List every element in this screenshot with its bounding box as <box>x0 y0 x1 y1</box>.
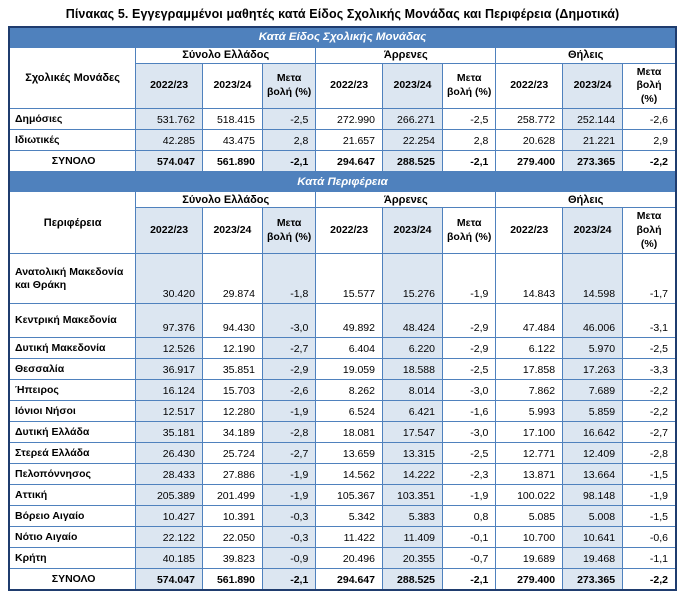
value-cell: 6.220 <box>382 338 442 359</box>
column-header: Μετα βολή (%) <box>262 63 315 109</box>
value-cell: -2,8 <box>262 422 315 443</box>
value-cell: 12.190 <box>202 338 262 359</box>
value-cell: 531.762 <box>136 109 203 130</box>
column-header: 2022/23 <box>316 63 383 109</box>
value-cell: 10.700 <box>496 527 563 548</box>
value-cell: 273.365 <box>563 151 623 172</box>
enrollment-table <box>8 26 677 591</box>
column-header: Μετα βολή (%) <box>443 63 496 109</box>
table-row <box>9 130 676 151</box>
value-cell: -3,0 <box>443 380 496 401</box>
column-header: 2023/24 <box>563 63 623 109</box>
value-cell: 35.851 <box>202 359 262 380</box>
value-cell: 201.499 <box>202 485 262 506</box>
value-cell: -1,9 <box>623 485 676 506</box>
value-cell: -0,9 <box>262 548 315 569</box>
value-cell: 35.181 <box>136 422 203 443</box>
value-cell: -2,6 <box>262 380 315 401</box>
value-cell: 15.703 <box>202 380 262 401</box>
value-cell: 98.148 <box>563 485 623 506</box>
value-cell: 15.276 <box>382 254 442 304</box>
value-cell: 19.468 <box>563 548 623 569</box>
value-cell: 8.014 <box>382 380 442 401</box>
row-label: Ανατολική Μακεδονία και Θράκη <box>9 254 136 304</box>
value-cell: 6.404 <box>316 338 383 359</box>
row-header: Σχολικές Μονάδες <box>9 47 136 109</box>
value-cell: 574.047 <box>136 151 203 172</box>
value-cell: -1,8 <box>262 254 315 304</box>
row-label: Ήπειρος <box>9 380 136 401</box>
value-cell: -3,1 <box>623 304 676 338</box>
value-cell: 42.285 <box>136 130 203 151</box>
value-cell: 97.376 <box>136 304 203 338</box>
value-cell: 13.871 <box>496 464 563 485</box>
value-cell: 8.262 <box>316 380 383 401</box>
column-header: 2023/24 <box>202 63 262 109</box>
row-label: Πελοπόννησος <box>9 464 136 485</box>
row-label: Ιόνιοι Νήσοι <box>9 401 136 422</box>
column-header: Μετα βολή (%) <box>623 63 676 109</box>
value-cell: -1,5 <box>623 506 676 527</box>
value-cell: 258.772 <box>496 109 563 130</box>
value-cell: -2,1 <box>262 569 315 590</box>
value-cell: 10.641 <box>563 527 623 548</box>
value-cell: -2,9 <box>262 359 315 380</box>
table-row <box>9 359 676 380</box>
column-header: Μετα βολή (%) <box>623 208 676 254</box>
value-cell: 16.642 <box>563 422 623 443</box>
value-cell: 294.647 <box>316 569 383 590</box>
value-cell: 21.657 <box>316 130 383 151</box>
value-cell: 17.547 <box>382 422 442 443</box>
value-cell: 266.271 <box>382 109 442 130</box>
value-cell: -1,9 <box>262 401 315 422</box>
row-label: Στερεά Ελλάδα <box>9 443 136 464</box>
table-row <box>9 548 676 569</box>
group-header: Σύνολο Ελλάδος <box>136 192 316 208</box>
value-cell: 20.628 <box>496 130 563 151</box>
value-cell: 25.724 <box>202 443 262 464</box>
value-cell: 40.185 <box>136 548 203 569</box>
table-row <box>9 338 676 359</box>
row-label: ΣΥΝΟΛΟ <box>9 569 136 590</box>
value-cell: 7.689 <box>563 380 623 401</box>
value-cell: 5.342 <box>316 506 383 527</box>
column-header: 2022/23 <box>496 208 563 254</box>
value-cell: 13.315 <box>382 443 442 464</box>
value-cell: -2,5 <box>623 338 676 359</box>
value-cell: 47.484 <box>496 304 563 338</box>
value-cell: -2,1 <box>443 151 496 172</box>
value-cell: 14.843 <box>496 254 563 304</box>
value-cell: 36.917 <box>136 359 203 380</box>
value-cell: -3,3 <box>623 359 676 380</box>
column-header: Μετα βολή (%) <box>262 208 315 254</box>
row-label: Δυτική Μακεδονία <box>9 338 136 359</box>
value-cell: 22.050 <box>202 527 262 548</box>
value-cell: 6.122 <box>496 338 563 359</box>
value-cell: 272.990 <box>316 109 383 130</box>
value-cell: -2,2 <box>623 569 676 590</box>
value-cell: -2,2 <box>623 380 676 401</box>
section-school-type <box>9 27 676 172</box>
value-cell: 19.059 <box>316 359 383 380</box>
value-cell: 15.577 <box>316 254 383 304</box>
section-banner: Κατά Είδος Σχολικής Μονάδας <box>9 27 676 47</box>
value-cell: 17.858 <box>496 359 563 380</box>
value-cell: 49.892 <box>316 304 383 338</box>
column-header: 2023/24 <box>202 208 262 254</box>
column-header: 2022/23 <box>496 63 563 109</box>
page-title: Πίνακας 5. Εγγεγραμμένοι μαθητές κατά Είδος Σχολικής Μονάδας και Περιφέρεια (Δημοτικά) <box>65 7 620 21</box>
value-cell: 100.022 <box>496 485 563 506</box>
row-label: Αττική <box>9 485 136 506</box>
group-header: Θήλεις <box>496 192 676 208</box>
value-cell: -1,1 <box>623 548 676 569</box>
value-cell: -2,1 <box>443 569 496 590</box>
value-cell: -2,7 <box>623 422 676 443</box>
table-row <box>9 485 676 506</box>
value-cell: 5.970 <box>563 338 623 359</box>
row-label: Κρήτη <box>9 548 136 569</box>
value-cell: 20.355 <box>382 548 442 569</box>
value-cell: 205.389 <box>136 485 203 506</box>
value-cell: -2,2 <box>623 151 676 172</box>
value-cell: 10.391 <box>202 506 262 527</box>
value-cell: 14.222 <box>382 464 442 485</box>
group-header: Άρρενες <box>316 192 496 208</box>
group-header: Άρρενες <box>316 47 496 63</box>
value-cell: -2,9 <box>443 338 496 359</box>
value-cell: 279.400 <box>496 151 563 172</box>
section-banner-row <box>9 172 676 192</box>
value-cell: 2,8 <box>443 130 496 151</box>
value-cell: -0,3 <box>262 506 315 527</box>
value-cell: 273.365 <box>563 569 623 590</box>
value-cell: 12.517 <box>136 401 203 422</box>
value-cell: 20.496 <box>316 548 383 569</box>
row-label: Δυτική Ελλάδα <box>9 422 136 443</box>
value-cell: 14.562 <box>316 464 383 485</box>
table-row <box>9 527 676 548</box>
value-cell: -3,0 <box>443 422 496 443</box>
value-cell: -2,5 <box>443 109 496 130</box>
value-cell: 252.144 <box>563 109 623 130</box>
value-cell: 5.085 <box>496 506 563 527</box>
group-header: Σύνολο Ελλάδος <box>136 47 316 63</box>
value-cell: 11.409 <box>382 527 442 548</box>
value-cell: -0,6 <box>623 527 676 548</box>
value-cell: 294.647 <box>316 151 383 172</box>
value-cell: 28.433 <box>136 464 203 485</box>
value-cell: 18.588 <box>382 359 442 380</box>
value-cell: 574.047 <box>136 569 203 590</box>
value-cell: 48.424 <box>382 304 442 338</box>
value-cell: 10.427 <box>136 506 203 527</box>
value-cell: -2,5 <box>443 443 496 464</box>
value-cell: 0,8 <box>443 506 496 527</box>
table-row <box>9 401 676 422</box>
row-label: Κεντρική Μακεδονία <box>9 304 136 338</box>
value-cell: 6.524 <box>316 401 383 422</box>
value-cell: 17.100 <box>496 422 563 443</box>
value-cell: -2,2 <box>623 401 676 422</box>
value-cell: 7.862 <box>496 380 563 401</box>
row-label: Ιδιωτικές <box>9 130 136 151</box>
row-label: Νότιο Αιγαίο <box>9 527 136 548</box>
header-group-row <box>9 47 676 63</box>
value-cell: 21.221 <box>563 130 623 151</box>
value-cell: -1,5 <box>623 464 676 485</box>
table-row <box>9 443 676 464</box>
value-cell: 12.526 <box>136 338 203 359</box>
table-row <box>9 109 676 130</box>
value-cell: 30.420 <box>136 254 203 304</box>
table-row <box>9 304 676 338</box>
column-header: 2023/24 <box>382 63 442 109</box>
value-cell: 94.430 <box>202 304 262 338</box>
column-header: 2022/23 <box>136 208 203 254</box>
value-cell: -1,9 <box>443 485 496 506</box>
value-cell: 12.280 <box>202 401 262 422</box>
value-cell: -2,7 <box>262 338 315 359</box>
value-cell: 12.771 <box>496 443 563 464</box>
value-cell: -1,9 <box>262 464 315 485</box>
value-cell: 561.890 <box>202 151 262 172</box>
value-cell: -1,6 <box>443 401 496 422</box>
column-header: 2023/24 <box>382 208 442 254</box>
header-group-row <box>9 192 676 208</box>
value-cell: 2,9 <box>623 130 676 151</box>
value-cell: -1,7 <box>623 254 676 304</box>
table-row <box>9 380 676 401</box>
value-cell: 103.351 <box>382 485 442 506</box>
value-cell: 105.367 <box>316 485 383 506</box>
value-cell: -0,7 <box>443 548 496 569</box>
value-cell: 22.254 <box>382 130 442 151</box>
table-row <box>9 151 676 172</box>
column-header: 2023/24 <box>563 208 623 254</box>
value-cell: 561.890 <box>202 569 262 590</box>
value-cell: 17.263 <box>563 359 623 380</box>
value-cell: 19.689 <box>496 548 563 569</box>
value-cell: -2,7 <box>262 443 315 464</box>
table-row <box>9 254 676 304</box>
value-cell: 6.421 <box>382 401 442 422</box>
value-cell: -2,1 <box>262 151 315 172</box>
value-cell: 5.383 <box>382 506 442 527</box>
row-label: Βόρειο Αιγαίο <box>9 506 136 527</box>
value-cell: 26.430 <box>136 443 203 464</box>
value-cell: -0,1 <box>443 527 496 548</box>
table-row <box>9 464 676 485</box>
value-cell: 5.859 <box>563 401 623 422</box>
section-region <box>9 172 676 590</box>
row-header: Περιφέρεια <box>9 192 136 254</box>
value-cell: 12.409 <box>563 443 623 464</box>
value-cell: -2,9 <box>443 304 496 338</box>
value-cell: 29.874 <box>202 254 262 304</box>
value-cell: 288.525 <box>382 151 442 172</box>
value-cell: 2,8 <box>262 130 315 151</box>
value-cell: 288.525 <box>382 569 442 590</box>
row-label: Θεσσαλία <box>9 359 136 380</box>
column-header: 2022/23 <box>316 208 383 254</box>
value-cell: -2,8 <box>623 443 676 464</box>
column-header: Μετα βολή (%) <box>443 208 496 254</box>
value-cell: 11.422 <box>316 527 383 548</box>
value-cell: 13.659 <box>316 443 383 464</box>
value-cell: 39.823 <box>202 548 262 569</box>
value-cell: 14.598 <box>563 254 623 304</box>
value-cell: -1,9 <box>443 254 496 304</box>
table-row <box>9 422 676 443</box>
value-cell: 46.006 <box>563 304 623 338</box>
value-cell: 5.993 <box>496 401 563 422</box>
value-cell: -3,0 <box>262 304 315 338</box>
section-banner-row <box>9 27 676 47</box>
value-cell: 16.124 <box>136 380 203 401</box>
column-header: 2022/23 <box>136 63 203 109</box>
group-header: Θήλεις <box>496 47 676 63</box>
value-cell: -1,9 <box>262 485 315 506</box>
section-banner: Κατά Περιφέρεια <box>9 172 676 192</box>
value-cell: 18.081 <box>316 422 383 443</box>
value-cell: 5.008 <box>563 506 623 527</box>
value-cell: 43.475 <box>202 130 262 151</box>
value-cell: 22.122 <box>136 527 203 548</box>
value-cell: 279.400 <box>496 569 563 590</box>
value-cell: 34.189 <box>202 422 262 443</box>
value-cell: -2,5 <box>443 359 496 380</box>
value-cell: -2,5 <box>262 109 315 130</box>
value-cell: 27.886 <box>202 464 262 485</box>
value-cell: 13.664 <box>563 464 623 485</box>
row-label: ΣΥΝΟΛΟ <box>9 151 136 172</box>
value-cell: -2,3 <box>443 464 496 485</box>
value-cell: -2,6 <box>623 109 676 130</box>
table-row <box>9 569 676 590</box>
value-cell: 518.415 <box>202 109 262 130</box>
table-row <box>9 506 676 527</box>
value-cell: -0,3 <box>262 527 315 548</box>
row-label: Δημόσιες <box>9 109 136 130</box>
